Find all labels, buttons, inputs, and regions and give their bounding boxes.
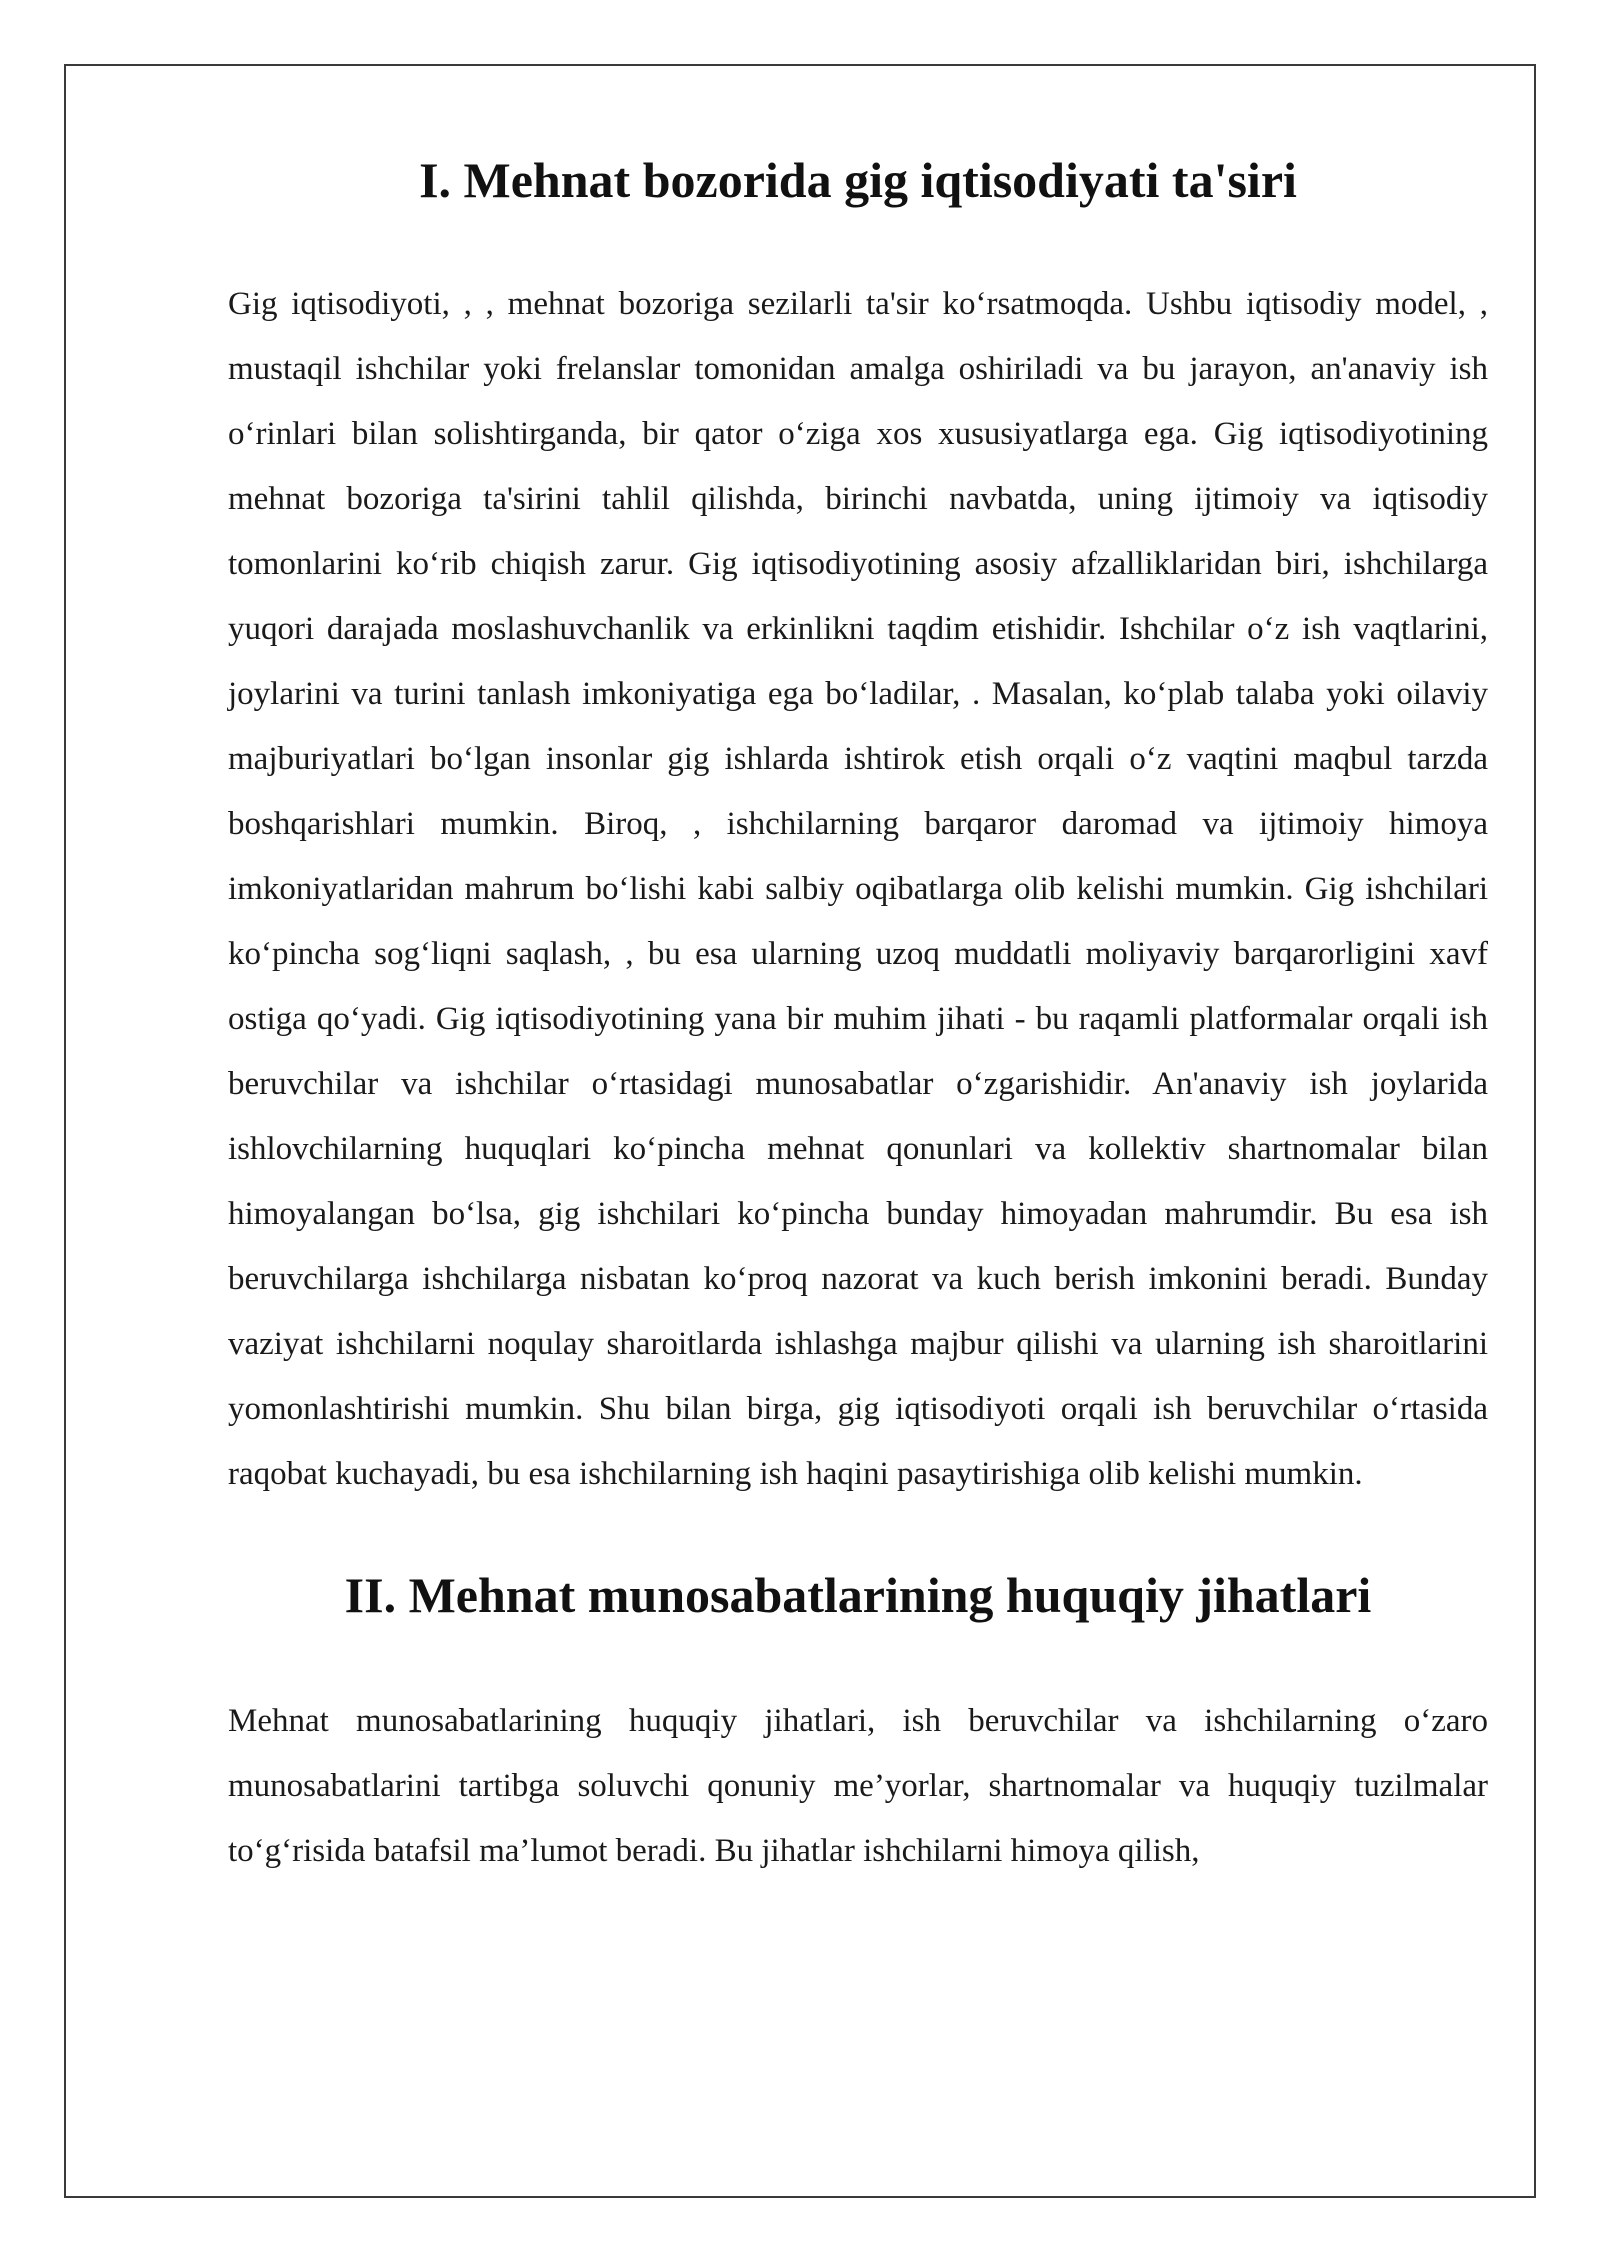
section-1-heading: I. Mehnat bozorida gig iqtisodiyati ta'siri [419, 152, 1297, 208]
section-2-heading: II. Mehnat munosabatlarining huquqiy jihatlari [344, 1567, 1372, 1623]
section-2-paragraph: Mehnat munosabatlarining huquqiy jihatlari, ish beruvchilar va ishchilarning o‘zaro munosabatlarini tartibga soluvchi qonuniy me’yorlar, shartnomalar va huquqiy tuzilmalar to‘g‘risida batafsil ma’lumot beradi. Bu jihatlar ishchilarni himoya qilish, [228, 1703, 1488, 1869]
document-body [228, 150, 1488, 1884]
section-1-paragraph: Gig iqtisodiyoti, , , mehnat bozoriga sezilarli ta'sir ko‘rsatmoqda. Ushbu iqtisodiy model, , mustaqil ishchilar yoki frelanslar tomonidan amalga oshiriladi va bu jarayon, an'anaviy ish o‘rinlari bilan solishtirganda, bir qator o‘ziga xos xususiyatlarga ega. Gig iqtisodiyotining mehnat bozoriga ta'sirini tahlil qilishda, birinchi navbatda, uning ijtimoiy va iqtisodiy tomonlarini ko‘rib chiqish zarur. Gig iqtisodiyotining asosiy afzalliklaridan biri, ishchilarga yuqori darajada moslashuvchanlik va erkinlikni taqdim etishidir. Ishchilar o‘z ish vaqtlarini, joylarini va turini tanlash imkoniyatiga ega bo‘ladilar, . Masalan, ko‘plab talaba yoki oilaviy majburiyatlari bo‘lgan insonlar gig ishlarda ishtirok etish orqali o‘z vaqtini maqbul tarzda boshqarishlari mumkin. Biroq, , ishchilarning barqaror daromad va ijtimoiy himoya imkoniyatlaridan mahrum bo‘lishi kabi salbiy oqibatlarga olib kelishi mumkin. Gig ishchilari ko‘pincha sog‘liqni saqlash, , bu esa ularning uzoq muddatli moliyaviy barqarorligini xavf ostiga qo‘yadi. Gig iqtisodiyotining yana bir muhim jihati - bu raqamli platformalar orqali ish beruvchilar va ishchilar o‘rtasidagi munosabatlar o‘zgarishidir. An'anaviy ish joylarida ishlovchilarning huquqlari ko‘pincha mehnat qonunlari va kollektiv shartnomalar bilan himoyalangan bo‘lsa, gig ishchilari ko‘pincha bunday himoyadan mahrumdir. Bu esa ish beruvchilarga ishchilarga nisbatan ko‘proq nazorat va kuch berish imkonini beradi. Bunday vaziyat ishchilarni noqulay sharoitlarda ishlashga majbur qilishi va ularning ish sharoitlarini yomonlashtirishi mumkin. Shu bilan birga, gig iqtisodiyoti orqali ish beruvchilar o‘rtasida raqobat kuchayadi, bu esa ishchilarning ish haqini pasaytirishiga olib kelishi mumkin. [228, 286, 1488, 1492]
